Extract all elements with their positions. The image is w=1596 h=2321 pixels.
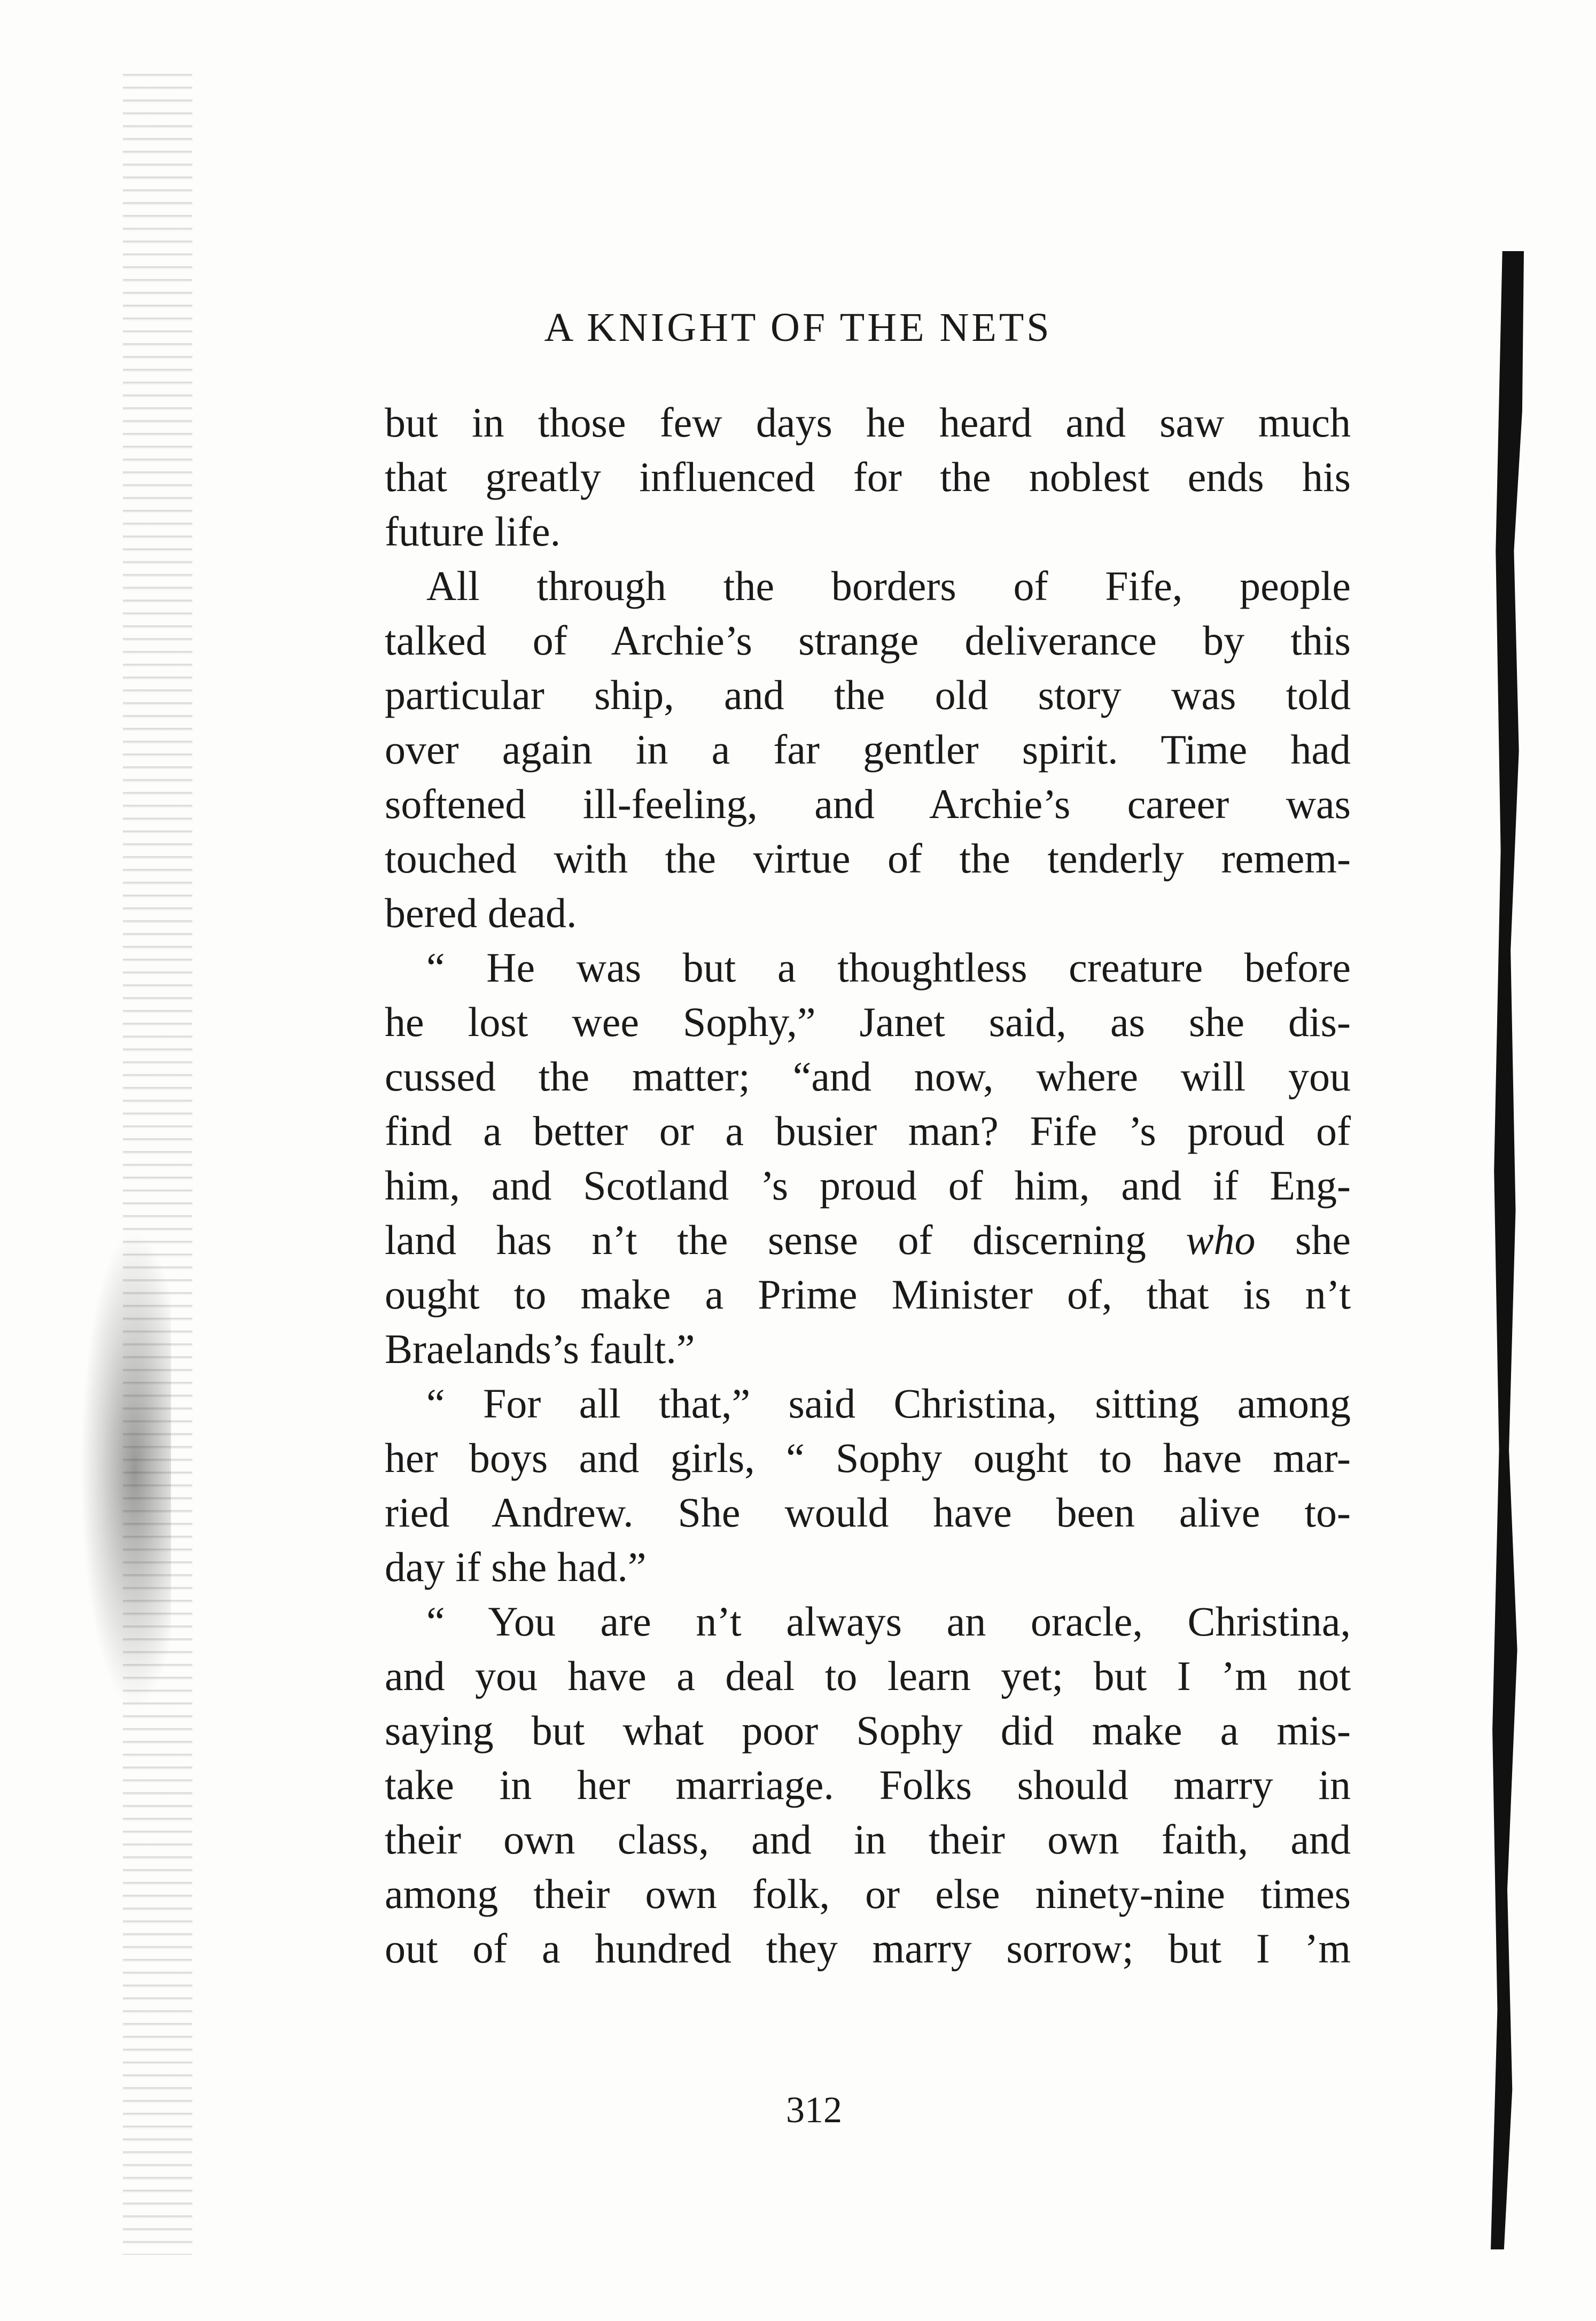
text-line: softened ill-feeling, and Archie’s career was [385, 781, 1351, 827]
text-line: him, and Scotland ’s proud of him, and if Eng- [385, 1162, 1351, 1209]
text-line: bered dead. [385, 890, 577, 936]
text-line: “ You are n’t always an oracle, Christina, [426, 1598, 1351, 1645]
text-line: out of a hundred they marry sorrow; but I ’m [385, 1925, 1351, 1972]
text-line-tail: she [1295, 1217, 1351, 1263]
text-line: cussed the matter; “and now, where will you [385, 1053, 1351, 1100]
emphasized-word: who [1186, 1217, 1256, 1263]
text-line: ried Andrew. She would have been alive to- [385, 1489, 1351, 1536]
text-line: “ For all that,” said Christina, sitting among [426, 1380, 1351, 1427]
text-line-head: land has n’t the sense of discerning [385, 1217, 1146, 1263]
text-line: day if she had.” [385, 1544, 647, 1590]
text-line: “ He was but a thoughtless creature before [426, 944, 1351, 991]
text-line: saying but what poor Sophy did make a mis- [385, 1707, 1351, 1754]
text-line: All through the borders of Fife, people [426, 563, 1351, 609]
text-line: that greatly influenced for the noblest ends his [385, 454, 1351, 500]
text-line: talked of Archie’s strange deliverance by this [385, 617, 1351, 664]
text-line: find a better or a busier man? Fife ’s proud of [385, 1108, 1351, 1154]
running-title: A KNIGHT OF THE NETS [544, 305, 1052, 350]
text-line: over again in a far gentler spirit. Time had [385, 726, 1351, 773]
text-line: their own class, and in their own faith, and [385, 1816, 1351, 1863]
scan-binding-edge [1491, 251, 1524, 2249]
text-line: among their own folk, or else ninety-nine times [385, 1871, 1351, 1917]
text-line-with-emphasis [385, 1213, 1351, 1267]
text-line: ought to make a Prime Minister of, that is n’t [385, 1271, 1351, 1318]
text-line: but in those few days he heard and saw much [385, 399, 1351, 446]
scan-gutter-smudge [80, 1229, 171, 1710]
text-line: take in her marriage. Folks should marry in [385, 1762, 1351, 1808]
text-line: future life. [385, 508, 561, 555]
text-line: touched with the virtue of the tenderly remem- [385, 835, 1351, 882]
text-line: and you have a deal to learn yet; but I ’m not [385, 1653, 1351, 1699]
text-line: he lost wee Sophy,” Janet said, as she dis- [385, 999, 1351, 1045]
text-line: her boys and girls, “ Sophy ought to have mar- [385, 1435, 1351, 1481]
body-text [385, 395, 1351, 1976]
scan-gutter-shadow [123, 64, 192, 2255]
text-line: Braelands’s fault.” [385, 1326, 695, 1372]
text-line: particular ship, and the old story was told [385, 672, 1351, 718]
page-number: 312 [786, 2090, 842, 2131]
